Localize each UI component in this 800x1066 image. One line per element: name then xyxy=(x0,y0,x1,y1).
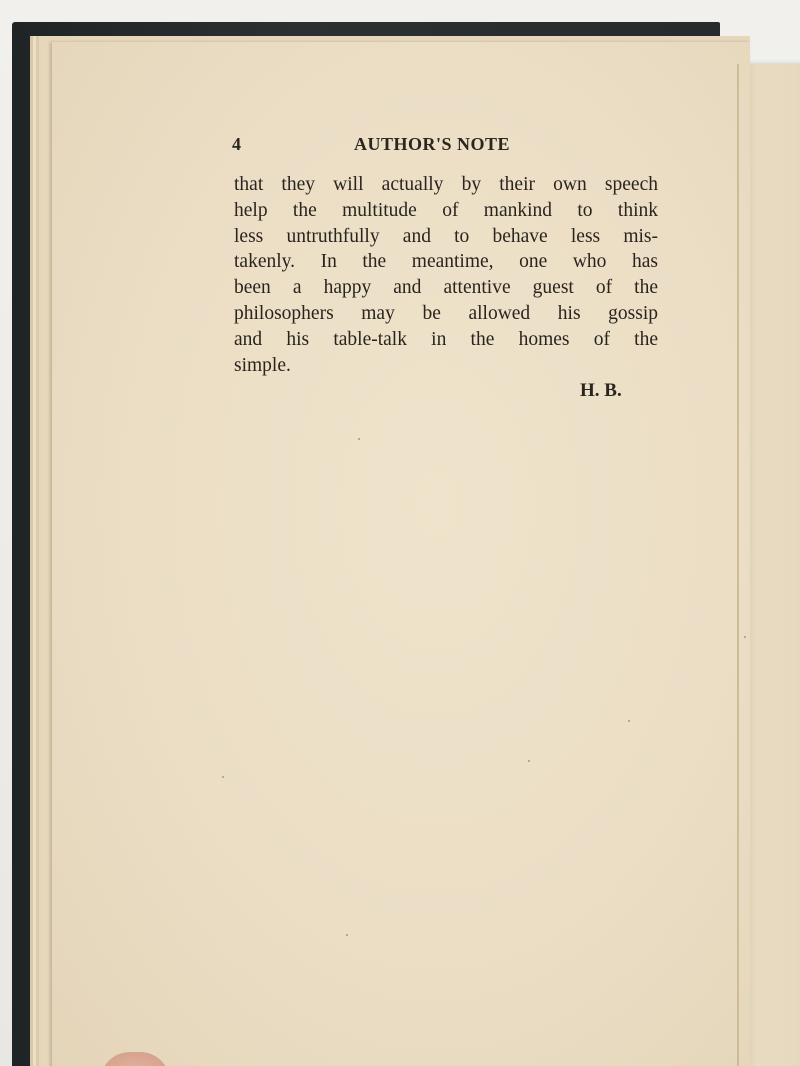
paper-speck xyxy=(358,438,360,440)
paper-speck xyxy=(346,934,348,936)
page-header xyxy=(232,134,652,160)
signature-initials: H. B. xyxy=(580,380,622,401)
text-line: that they will actually by their own speech xyxy=(234,174,658,195)
text-line: takenly. In the meantime, one who has xyxy=(234,251,658,273)
paper-speck xyxy=(628,720,630,722)
text-line: philosophers may be allowed his gossip xyxy=(234,302,658,324)
gutter xyxy=(737,64,739,1066)
page-number: 4 xyxy=(232,134,242,154)
text-line: and his table-talk in the homes of the xyxy=(234,328,658,350)
paper-speck xyxy=(222,776,224,778)
running-head: AUTHOR'S NOTE xyxy=(354,134,511,154)
text-line: less untruthfully and to behave less mis- xyxy=(234,225,658,247)
text-line: been a happy and attentive guest of the xyxy=(234,277,658,299)
text-line: help the multitude of mankind to think xyxy=(234,199,658,221)
paper-speck xyxy=(528,760,530,762)
paper-speck xyxy=(744,636,746,638)
text-line: simple. xyxy=(234,354,291,376)
body-text xyxy=(234,172,658,378)
